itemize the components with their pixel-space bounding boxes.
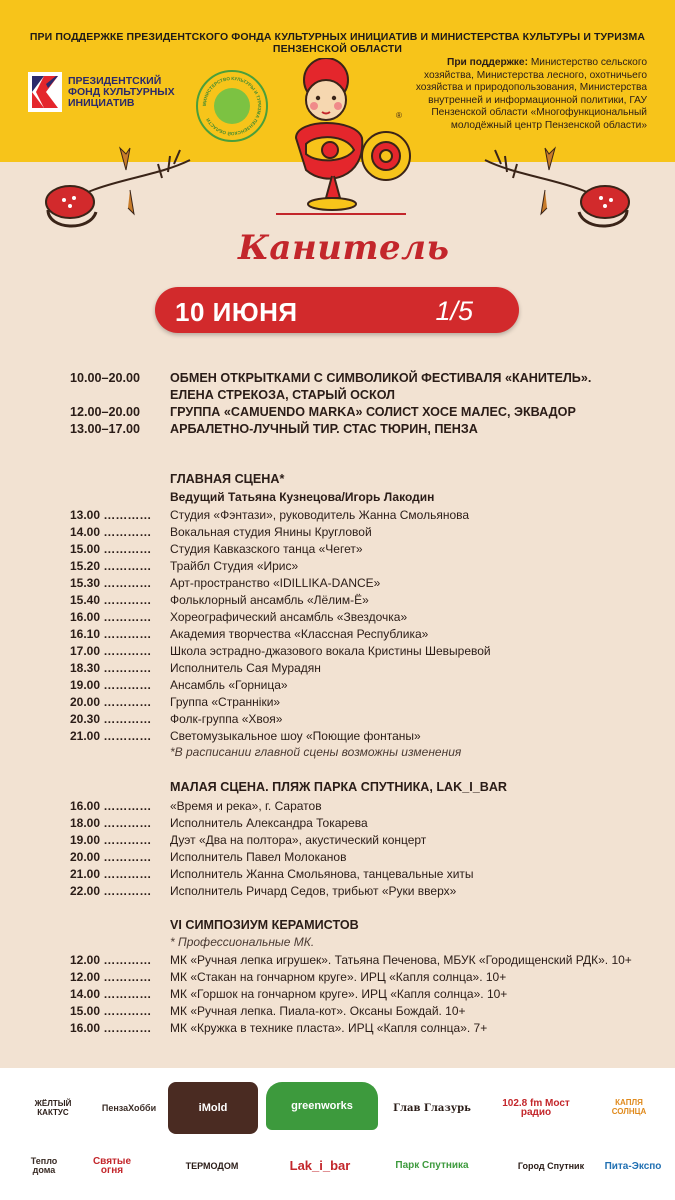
- event-desc: МК «Ручная лепка игрушек». Татьяна Печенова, МБУК «Городищенский РДК». 10+: [170, 953, 632, 967]
- schedule-row: [0, 728, 675, 744]
- schedule-row: [0, 952, 675, 968]
- partner-logo: 102.8 fm Мост радио: [502, 1098, 570, 1118]
- festival-bird-mascot-icon: [266, 58, 416, 236]
- event-time: 20.00 …………: [70, 850, 152, 864]
- event-time: 10.00–20.00: [70, 371, 141, 385]
- event-time: 16.00 …………: [70, 610, 152, 624]
- event-desc: Дуэт «Два на полтора», акустический концерт: [170, 833, 427, 847]
- event-desc: Светомузыкальное шоу «Поющие фонтаны»: [170, 729, 421, 743]
- schedule-row: [0, 883, 675, 899]
- schedule-row: [0, 969, 675, 985]
- schedule-row: [0, 849, 675, 865]
- schedule-row: [0, 643, 675, 659]
- event-time: 20.30 …………: [70, 712, 152, 726]
- support-text: Министерство сельского хозяйства, Министерства лесного, охотничьего хозяйства и природопользования, Министерства внутренней и информационной политики, ГАУ Пензенской области «Многофункциональный молодёжный центр Пензенской области»: [415, 57, 647, 131]
- date-label: 10 ИЮНЯ: [175, 297, 298, 327]
- partner-logo: КАПЛЯ СОЛНЦА: [611, 1098, 647, 1116]
- partners-strip: [0, 1068, 675, 1200]
- partner-logo: ЖЁЛТЫЙ КАКТУС: [34, 1099, 72, 1117]
- main-stage-note: *В расписании главной сцены возможны изменения: [170, 745, 462, 759]
- event-desc: МК «Ручная лепка. Пиала-кот». Оксаны Бождай. 10+: [170, 1004, 466, 1018]
- event-time: 18.30 …………: [70, 661, 152, 675]
- partner-logo: ПензаХобби: [101, 1102, 157, 1113]
- partner-logo: Глав Глазурь: [393, 1102, 471, 1114]
- event-desc: Трайбл Студия «Ирис»: [170, 559, 299, 573]
- event-time: 22.00 …………: [70, 884, 152, 898]
- schedule-row: [0, 592, 675, 608]
- event-desc: АРБАЛЕТНО-ЛУЧНЫЙ ТИР. СТАС ТЮРИН, ПЕНЗА: [170, 422, 478, 436]
- event-time: 15.30 …………: [70, 576, 152, 590]
- schedule-row: [0, 660, 675, 676]
- event-time: 14.00 …………: [70, 525, 152, 539]
- partner-logo: Lak_i_bar: [289, 1157, 351, 1173]
- event-time: 15.40 …………: [70, 593, 152, 607]
- support-title: При поддержке:: [447, 57, 528, 68]
- small-stage-title: МАЛАЯ СЦЕНА. ПЛЯЖ ПАРКА СПУТНИКА, LAK_I_BAR: [170, 780, 508, 794]
- schedule-row: [0, 832, 675, 848]
- schedule-row: [0, 507, 675, 523]
- partner-logo: Пита-Экспо: [604, 1160, 662, 1172]
- schedule-row: [0, 798, 675, 814]
- partner-logo: ТЕРМОДОМ: [185, 1160, 239, 1171]
- pfki-line-1: ПРЕЗИДЕНТСКИЙ: [68, 75, 162, 87]
- ministry-logo: [196, 70, 268, 142]
- event-desc: ГРУППА «CAMUENDO MARKA» СОЛИСТ ХОСЕ МАЛЕС, ЭКВАДОР: [170, 405, 576, 419]
- schedule-row: [0, 575, 675, 591]
- schedule-row: [0, 711, 675, 727]
- event-time: 12.00 …………: [70, 970, 152, 984]
- top-event-row: [0, 370, 675, 386]
- event-desc: Школа эстрадно-джазового вокала Кристины Шевыревой: [170, 644, 491, 658]
- event-desc: «Время и река», г. Саратов: [170, 799, 322, 813]
- event-time: 13.00–17.00: [70, 422, 141, 436]
- page-indicator: 1/5: [435, 296, 473, 326]
- event-desc: Исполнитель Александра Токарева: [170, 816, 368, 830]
- event-desc: Студия Кавказского танца «Чегет»: [170, 542, 363, 556]
- partner-logo: Святые огня: [92, 1156, 132, 1176]
- event-desc: МК «Кружка в технике пласта». ИРЦ «Капля солнца». 7+: [170, 1021, 488, 1035]
- main-stage-host: Ведущий Татьяна Кузнецова/Игорь Лакодин: [170, 490, 435, 504]
- symposium-note: * Профессиональные МК.: [170, 935, 315, 949]
- folk-ornament-right-icon: [475, 140, 645, 240]
- event-time: 12.00 …………: [70, 953, 152, 967]
- event-time: 21.00 …………: [70, 867, 152, 881]
- event-time: 12.00–20.00: [70, 405, 141, 419]
- svg-text:®: ®: [396, 111, 402, 120]
- schedule-row: [0, 986, 675, 1002]
- event-desc: Арт-пространство «IDILLIKA-DANCE»: [170, 576, 381, 590]
- event-time: 15.00 …………: [70, 542, 152, 556]
- pfki-line-3: ИНИЦИАТИВ: [68, 97, 135, 109]
- festival-name: Канитель: [238, 228, 450, 268]
- event-desc: Исполнитель Ричард Седов, трибьют «Руки вверх»: [170, 884, 457, 898]
- folk-ornament-left-icon: [30, 140, 200, 240]
- schedule-row: [0, 677, 675, 693]
- event-desc: Академия творчества «Классная Республика»: [170, 627, 429, 641]
- event-time: 19.00 …………: [70, 833, 152, 847]
- event-time: 15.20 …………: [70, 559, 152, 573]
- event-time: 21.00 …………: [70, 729, 152, 743]
- support-line: ПРИ ПОДДЕРЖКЕ ПРЕЗИДЕНТСКОГО ФОНДА КУЛЬТУРНЫХ ИНИЦИАТИВ И МИНИСТЕРСТВА КУЛЬТУРЫ И ТУРИЗМА ПЕНЗЕНСКОЙ ОБЛАСТИ: [29, 31, 646, 55]
- partner-logo: Парк Спутника: [395, 1159, 469, 1171]
- event-desc: Исполнитель Сая Мурадян: [170, 661, 321, 675]
- schedule-row: [0, 524, 675, 540]
- partner-logo: Тепло дома: [30, 1156, 58, 1175]
- event-desc: ОБМЕН ОТКРЫТКАМИ С СИМВОЛИКОЙ ФЕСТИВАЛЯ «КАНИТЕЛЬ».: [170, 371, 592, 385]
- event-desc: ЕЛЕНА СТРЕКОЗА, СТАРЫЙ ОСКОЛ: [170, 388, 396, 402]
- top-event-row: [0, 421, 675, 437]
- event-desc: Фолк-группа «Хвоя»: [170, 712, 283, 726]
- event-time: 13.00 …………: [70, 508, 152, 522]
- ministry-bird-icon: [214, 88, 250, 124]
- event-time: 16.00 …………: [70, 1021, 152, 1035]
- event-desc: Ансамбль «Горница»: [170, 678, 288, 692]
- pfki-emblem-icon: [28, 72, 62, 112]
- event-desc: МК «Горшок на гончарном круге». ИРЦ «Капля солнца». 10+: [170, 987, 508, 1001]
- event-time: 18.00 …………: [70, 816, 152, 830]
- schedule-row: [0, 609, 675, 625]
- schedule-row: [0, 541, 675, 557]
- schedule-row: [0, 815, 675, 831]
- event-time: 16.10 …………: [70, 627, 152, 641]
- schedule-row: [0, 866, 675, 882]
- event-time: 20.00 …………: [70, 695, 152, 709]
- date-banner: [155, 287, 519, 333]
- support-block: [397, 57, 647, 133]
- top-event-row: [0, 404, 675, 420]
- schedule-row: [0, 626, 675, 642]
- event-desc: Студия «Фэнтази», руководитель Жанна Смольянова: [170, 508, 470, 522]
- event-time: 15.00 …………: [70, 1004, 152, 1018]
- svg-text:МИНИСТЕРСТВО КУЛЬТУРЫ И ТУРИЗМ: МИНИСТЕРСТВО КУЛЬТУРЫ И ТУРИЗМА ПЕНЗЕНСКОЙ ОБЛАСТИ: [201, 75, 263, 137]
- event-desc: Вокальная студия Янины Кругловой: [170, 525, 372, 539]
- event-desc: Исполнитель Павел Молоканов: [170, 850, 347, 864]
- event-time: 17.00 …………: [70, 644, 152, 658]
- schedule-row: [0, 558, 675, 574]
- event-desc: Исполнитель Жанна Смольянова, танцевальные хиты: [170, 867, 474, 881]
- main-stage-title: ГЛАВНАЯ СЦЕНА*: [170, 472, 285, 486]
- partner-logo: Город Спутник: [517, 1160, 585, 1171]
- event-desc: Фольклорный ансамбль «Лёлим-Ё»: [170, 593, 369, 607]
- event-time: 19.00 …………: [70, 678, 152, 692]
- pfki-title: [68, 76, 175, 109]
- pfki-logo: [28, 72, 188, 112]
- event-desc: Хореографический ансамбль «Звездочка»: [170, 610, 408, 624]
- top-event-row: [0, 387, 675, 403]
- symposium-title: VI СИМПОЗИУМ КЕРАМИСТОВ: [170, 918, 359, 932]
- schedule-row: [0, 694, 675, 710]
- event-time: 16.00 …………: [70, 799, 152, 813]
- event-time: 14.00 …………: [70, 987, 152, 1001]
- event-desc: Группа «Странніки»: [170, 695, 281, 709]
- pfki-line-2: ФОНД КУЛЬТУРНЫХ: [68, 86, 175, 98]
- partner-logo: greenworks: [266, 1082, 378, 1130]
- schedule-row: [0, 1020, 675, 1036]
- schedule-row: [0, 1003, 675, 1019]
- partner-logo: iMold: [168, 1082, 258, 1134]
- event-desc: МК «Стакан на гончарном круге». ИРЦ «Капля солнца». 10+: [170, 970, 507, 984]
